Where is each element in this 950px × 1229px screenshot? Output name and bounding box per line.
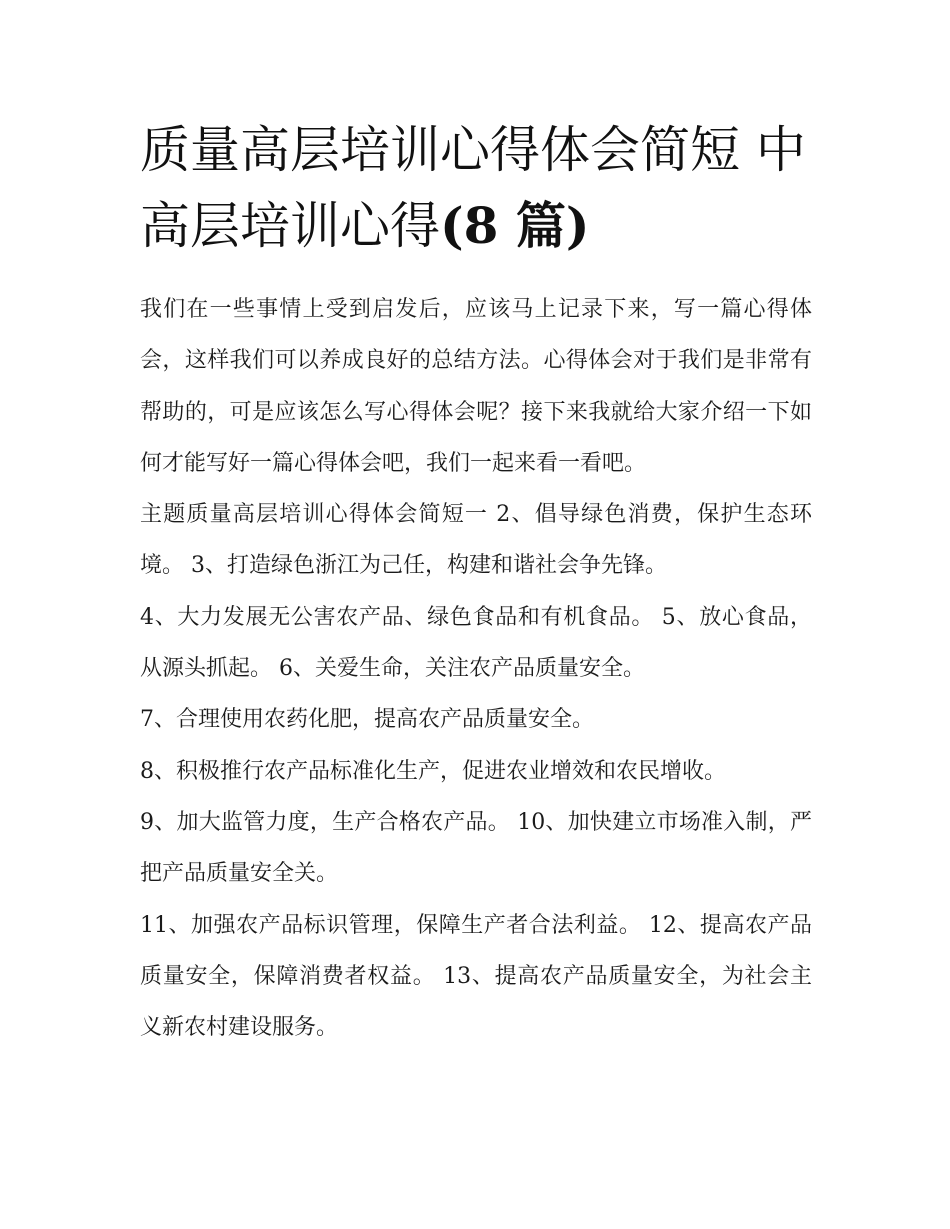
body-paragraph: 9、加大监管力度，生产合格农产品。 10、加快建立市场准入制，严把产品质量安全关。 (140, 809, 812, 887)
document-title-text: 质量高层培训心得体会简短 中高层培训心得 (140, 121, 806, 255)
body-paragraph: 8、积极推行农产品标准化生产，促进农业增效和农民增收。 (140, 758, 726, 784)
body-paragraph: 11、加强农产品标识管理，保障生产者合法利益。 12、提高农产品质量安全，保障消费者权益。 13、提高农产品质量安全，为社会主义新农村建设服务。 (140, 912, 812, 1041)
document-page (140, 112, 812, 1053)
body-paragraph: 7、合理使用农药化肥，提高农产品质量安全。 (140, 707, 594, 733)
body-paragraph: 主题质量高层培训心得体会简短一 2、倡导绿色消费，保护生态环境。 3、打造绿色浙江为己任，构建和谐社会争先锋。 (140, 502, 812, 579)
document-body (140, 284, 812, 1053)
document-title (140, 112, 812, 264)
document-title-count: (8 篇) (440, 196, 590, 255)
body-paragraph: 4、大力发展无公害农产品、绿色食品和有机食品。 5、放心食品，从源头抓起。 6、关爱生命，关注农产品质量安全。 (140, 604, 812, 682)
intro-paragraph: 我们在一些事情上受到启发后，应该马上记录下来，写一篇心得体会，这样我们可以养成良好的总结方法。心得体会对于我们是非常有帮助的，可是应该怎么写心得体会呢？接下来我就给大家介绍一下如何才能写好一篇心得体会吧，我们一起来看一看吧。 (140, 297, 812, 476)
